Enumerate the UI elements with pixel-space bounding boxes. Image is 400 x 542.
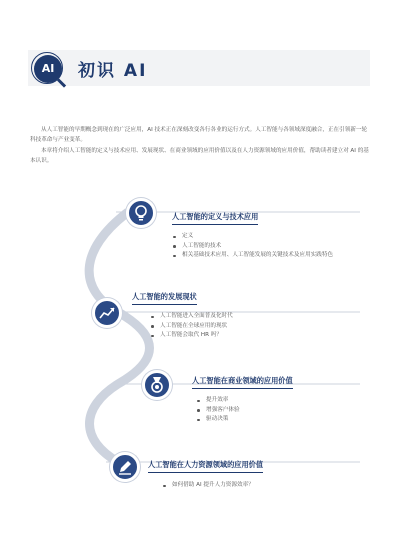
medal-icon [142, 370, 172, 400]
list-item: 人工智能进入全面普及化时代 [150, 312, 350, 322]
intro-paragraph-1: 从人工智能的早期概念到现在的广泛应用，AI 技术正在深刻改变各行各业的运行方式。人工智能与各领域深度融合，正在引领新一轮科技革命与产业变革。 [30, 127, 368, 143]
section-title-1: 人工智能的定义与技术应用 [172, 212, 258, 225]
section-title-3: 人工智能在商业领域的应用价值 [192, 376, 293, 389]
pen-icon [110, 452, 140, 482]
list-item: 人工智能的技术 [172, 242, 362, 252]
section-list-3 [196, 396, 356, 425]
trend-chart-icon [92, 298, 122, 328]
list-item: 人工智能会取代 HR 吗？ [150, 331, 350, 341]
intro-paragraph-2: 本章将介绍人工智能的定义与技术应用、发展现状、在商业领域的应用价值以及在人力资源领域的应用价值，帮助读者建立对 AI 的基本认识。 [30, 148, 369, 164]
list-item: 提升效率 [196, 396, 356, 406]
section-title-4: 人工智能在人力资源领域的应用价值 [148, 460, 263, 473]
list-item: 增强客户体验 [196, 406, 356, 416]
ai-logo-icon: AI [34, 55, 62, 83]
list-item: 相关基础技术应用、人工智能发展的关键技术及应用实践特色 [172, 251, 362, 261]
lightbulb-icon [126, 198, 156, 228]
list-item: 人工智能在全球应用的现状 [150, 322, 350, 332]
list-item: 如何借助 AI 提升人力资源效率？ [162, 481, 362, 491]
list-item: 驱动决策 [196, 415, 356, 425]
section-list-2 [150, 312, 350, 341]
section-title-2: 人工智能的发展现状 [132, 292, 197, 305]
list-item: 定义 [172, 232, 362, 242]
section-list-4 [162, 481, 362, 491]
page-title: 初识 AI [78, 61, 148, 81]
intro-text [30, 125, 370, 167]
section-list-1 [172, 232, 362, 261]
